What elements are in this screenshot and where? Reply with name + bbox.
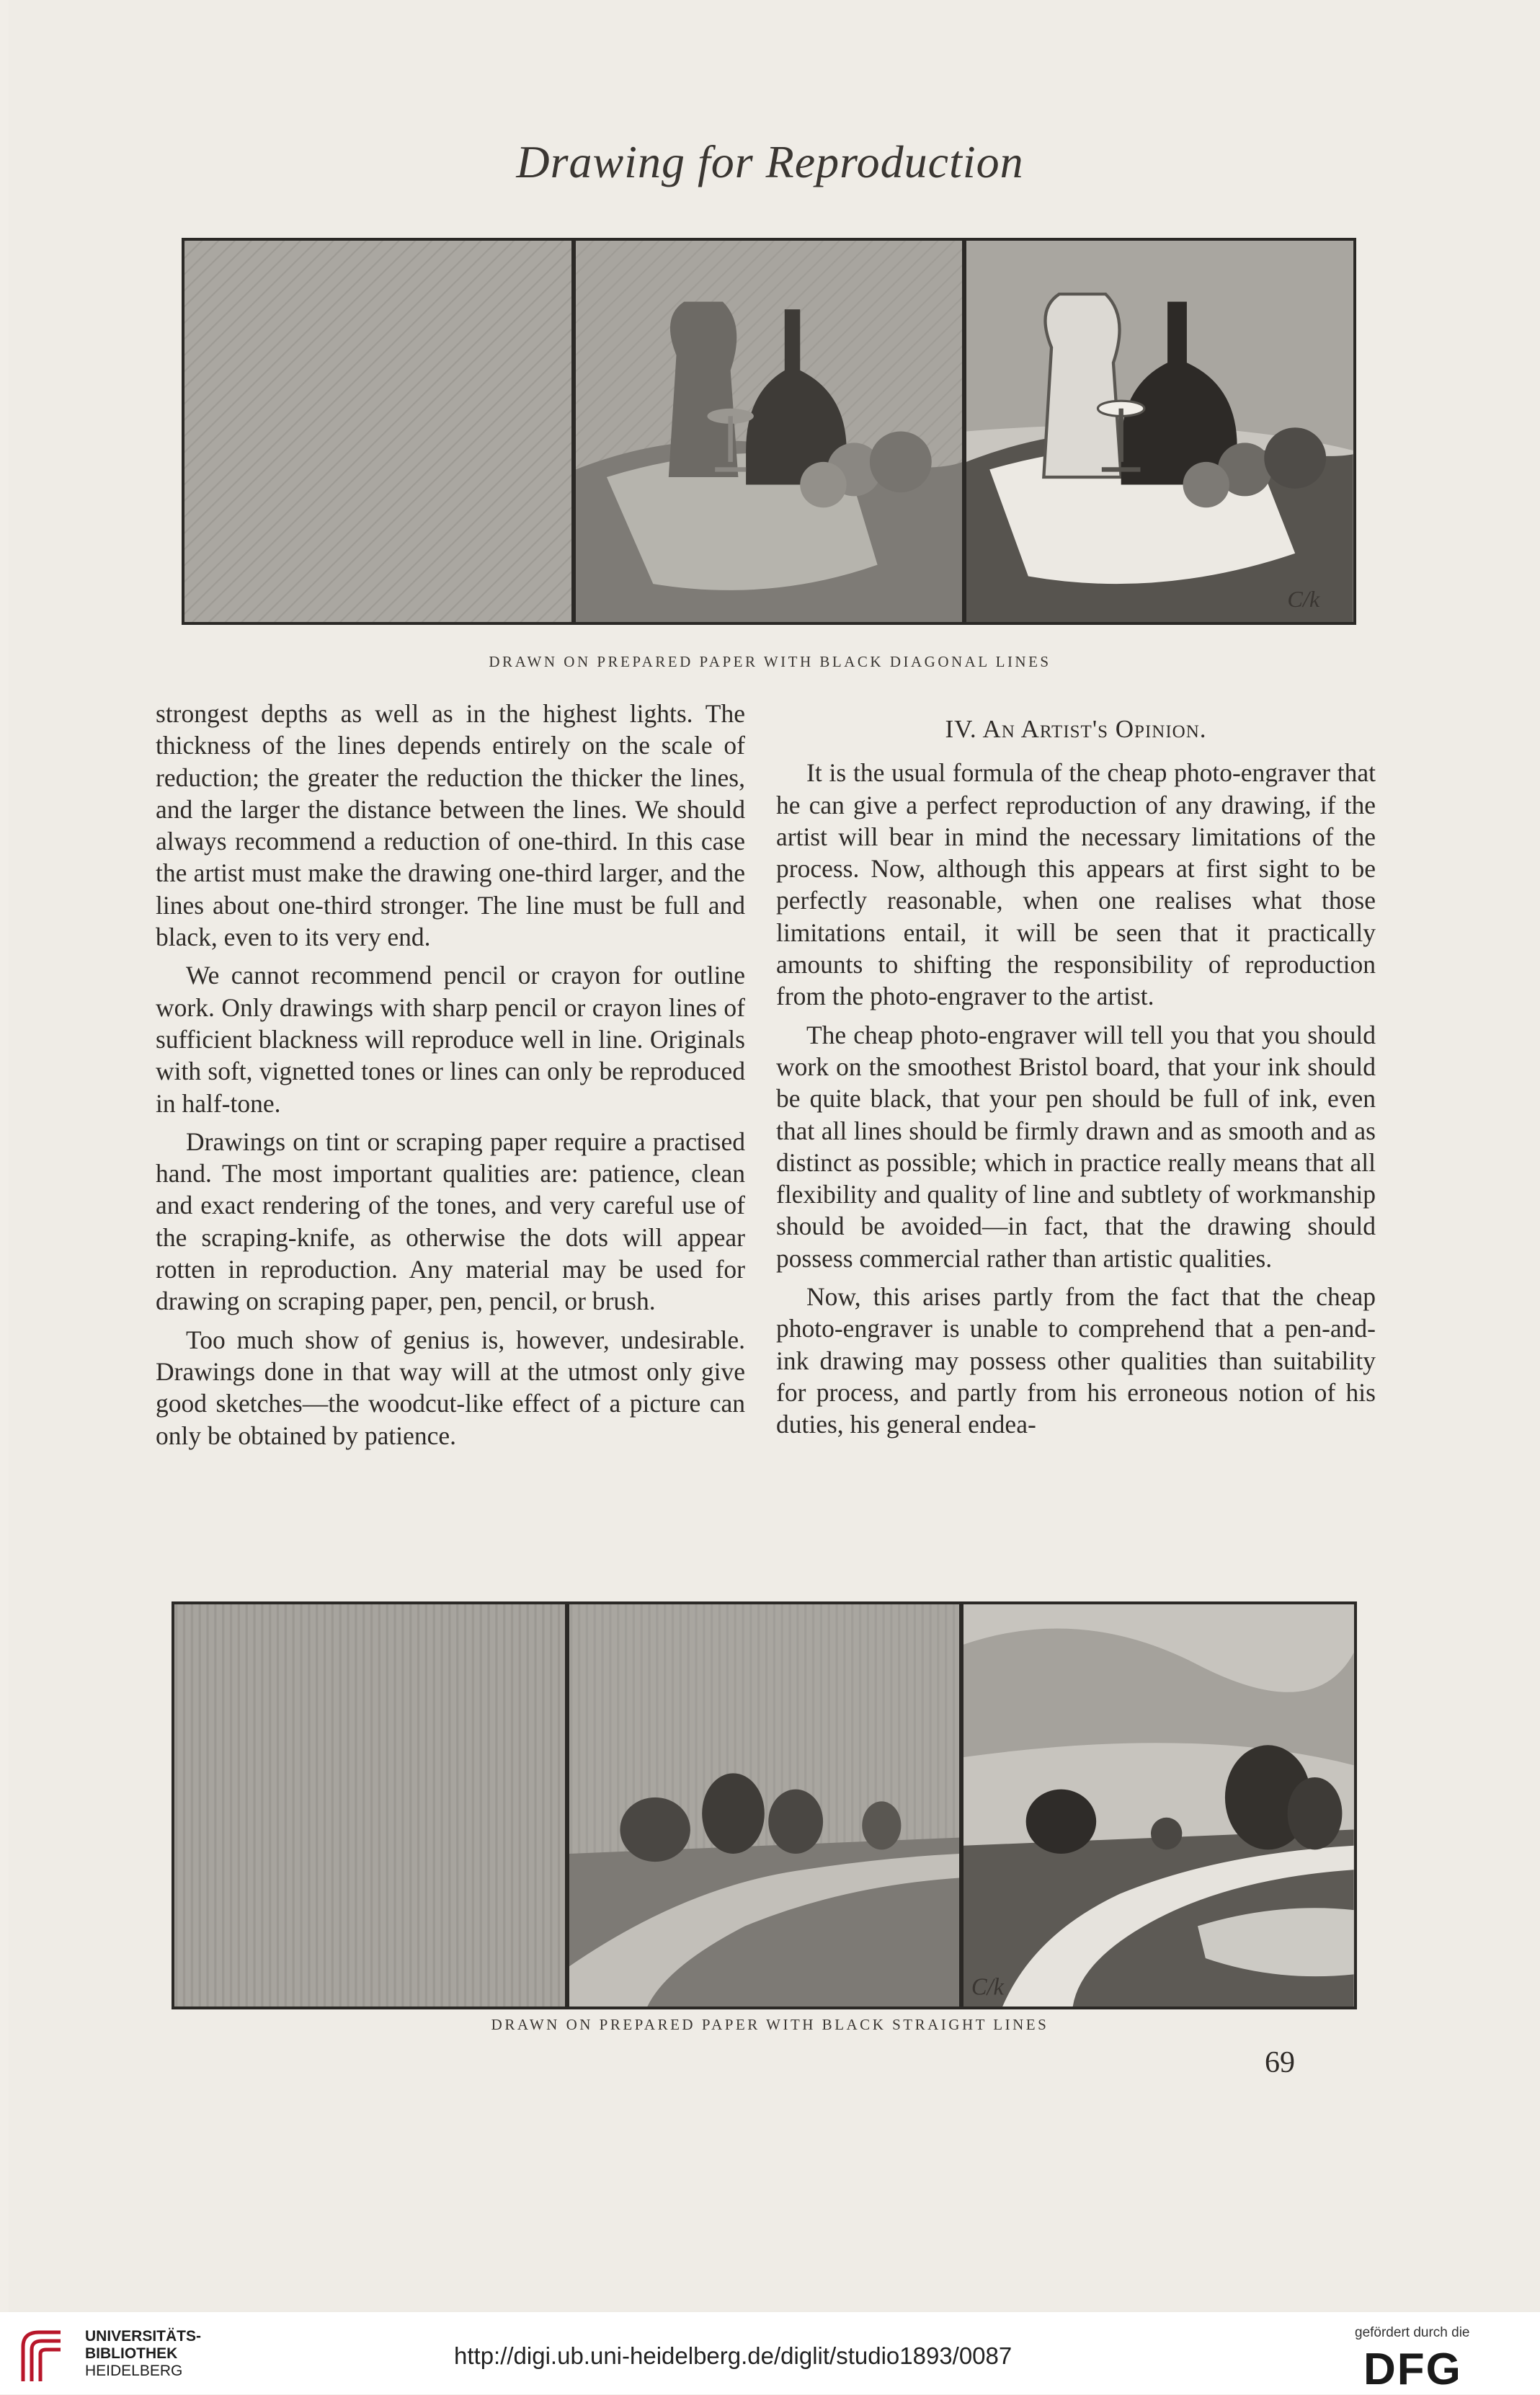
figure-caption-bottom: DRAWN ON PREPARED PAPER WITH BLACK STRAIGHT LINES	[491, 2016, 1049, 2033]
paragraph: strongest depths as well as in the highest lights. The thickness of the lines depends entirely on the scale of reduction; the greater the reduction the thicker the lines, and the larger the distance between the lines. We should always recommend a reduction of one-third. In this case the artist must make the drawing one-third larger, and the lines about one-third stronger. The line must be full and black, even to its very end.	[156, 699, 745, 952]
paragraph: The cheap photo-engraver will tell you that you should work on the smoothest Bristol board, that your ink should be quite black, that your pen should be full of ink, even that all lines should be firmly drawn and as smooth and as distinct as possible; which in practice really means that all flexibility and quality of line and subtlety of workmanship should be avoided—in fact, that the drawing should possess commercial rather than artistic qualities.	[776, 1020, 1376, 1273]
paragraph: We cannot recommend pencil or crayon for outline work. Only drawings with sharp pencil or crayon lines of sufficient blackness will reproduce well in line. Originals with soft, vignetted tones or lines can only be reproduced in half-tone.	[156, 961, 745, 1118]
section-heading: IV. An Artist's Opinion.	[945, 715, 1207, 743]
figure-panel-finished-landscape	[963, 1604, 1354, 2007]
figure-panel-partial-still-life	[576, 241, 963, 622]
library-name-line: BIBLIOTHEK	[85, 2345, 178, 2362]
figure-landscape	[172, 1601, 1357, 2009]
figure-panel-finished-still-life	[966, 241, 1353, 622]
figure-monogram: C/k	[1287, 587, 1320, 612]
library-name	[85, 2328, 201, 2380]
right-column	[776, 714, 1376, 1441]
funder-note: gefördert durch die	[1355, 2325, 1470, 2340]
library-logo-icon	[17, 2325, 75, 2387]
funder-logo: DFG	[1363, 2345, 1462, 2394]
library-name-line: HEIDELBERG	[85, 2363, 183, 2379]
source-url-link[interactable]: http://digi.ub.uni-heidelberg.de/diglit/studio1893/0087	[454, 2342, 1012, 2369]
paragraph: Drawings on tint or scraping paper require a practised hand. The most important qualities are: patience, clean and exact rendering of the tones, and very careful use of the scraping-knife, as otherwise the dots will appear rotten in reproduction. Any material may be used for drawing on scraping paper, pen, pencil, or brush.	[156, 1127, 745, 1316]
figure-caption-top: DRAWN ON PREPARED PAPER WITH BLACK DIAGONAL LINES	[489, 653, 1051, 670]
paragraph: Now, this arises partly from the fact that the cheap photo-engraver is unable to comprehend that a pen-and-ink drawing may possess other qualities than suitability for process, and partly from his erroneous notion of his duties, his general endea-	[776, 1282, 1376, 1439]
page-number: 69	[1265, 2046, 1295, 2079]
paragraph: It is the usual formula of the cheap photo-engraver that he can give a perfect reproduction of any drawing, if the artist will bear in mind the necessary limitations of the process. Now, although this appears at first sight to be perfectly reasonable, when one realises what those limitations entail, it will be seen that it practically amounts to shifting the responsibility of reproduction from the photo-engraver to the artist.	[776, 758, 1376, 1011]
figure-panel-partial-landscape	[569, 1604, 960, 2007]
running-head: Drawing for Reproduction	[516, 136, 1024, 187]
figure-still-life	[182, 238, 1356, 625]
figure-panel-blank-paper	[184, 241, 571, 622]
left-column	[156, 698, 745, 1452]
paragraph: Too much show of genius is, however, undesirable. Drawings done in that way will at the utmost only give good sketches—the woodcut-like effect of a picture can only be obtained by patience.	[156, 1325, 745, 1450]
figure-panel-blank-paper	[174, 1604, 565, 2007]
figure-monogram: C/k	[971, 1973, 1005, 2001]
library-name-line: UNIVERSITÄTS-	[85, 2328, 202, 2345]
